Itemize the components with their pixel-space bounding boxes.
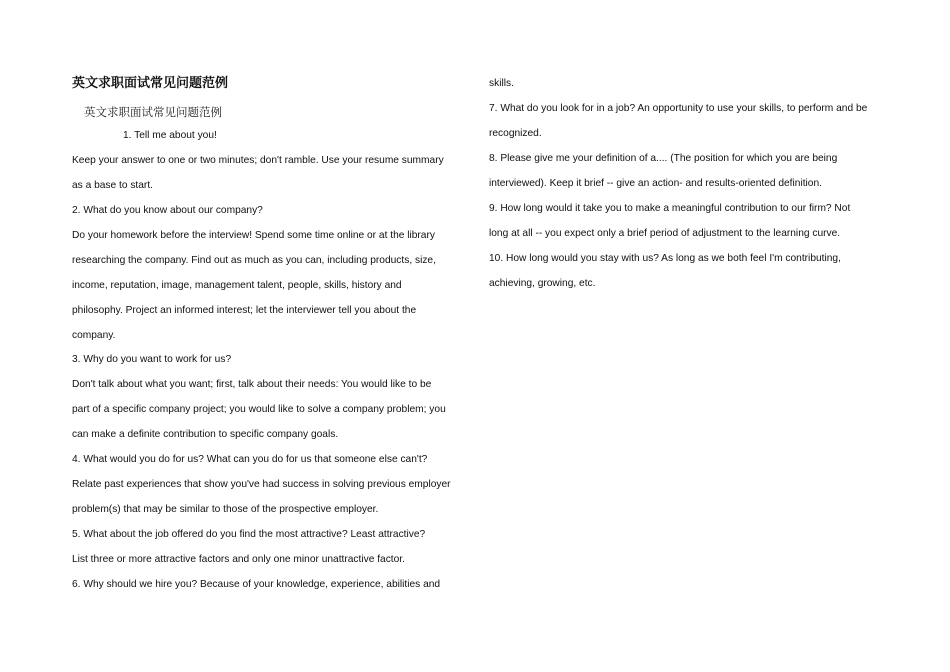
text-line: List three or more attractive factors and only one minor unattractive factor.: [72, 554, 405, 565]
text-line: researching the company. Find out as much as you can, including products, size,: [72, 255, 436, 266]
text-line: philosophy. Project an informed interest; let the interviewer tell you about the: [72, 305, 417, 316]
text-line: Keep your answer to one or two minutes; don't ramble. Use your resume summary: [72, 155, 444, 166]
text-line: 4. What would you do for us? What can you do for us that someone else can't?: [72, 454, 428, 465]
text-line: part of a specific company project; you would like to solve a company problem; you: [72, 404, 446, 415]
text-line: 10. How long would you stay with us? As long as we both feel I'm contributing,: [489, 253, 841, 264]
text-line: 8. Please give me your definition of a.... (The position for which you are being: [489, 153, 838, 164]
text-line: 6. Why should we hire you? Because of your knowledge, experience, abilities and: [72, 579, 441, 590]
text-line: Relate past experiences that show you've had success in solving previous employer: [72, 479, 451, 490]
text-line: Do your homework before the interview! Spend some time online or at the library: [72, 230, 435, 241]
text-line: company.: [72, 330, 116, 341]
text-line: problem(s) that may be similar to those of the prospective employer.: [72, 504, 379, 515]
text-line: 7. What do you look for in a job? An opportunity to use your skills, to perform and be: [489, 103, 868, 114]
document-title: 英文求职面试常见问题范例: [72, 76, 229, 91]
text-line: Don't talk about what you want; first, talk about their needs: You would like to be: [72, 379, 432, 390]
text-line: 2. What do you know about our company?: [72, 205, 263, 216]
text-line: recognized.: [489, 128, 542, 139]
text-line: 9. How long would it take you to make a meaningful contribution to our firm? Not: [489, 203, 851, 214]
text-line: interviewed). Keep it brief -- give an action- and results-oriented definition.: [489, 178, 822, 189]
text-line: skills.: [489, 78, 514, 89]
text-line: 5. What about the job offered do you find the most attractive? Least attractive?: [72, 529, 426, 540]
text-line: 3. Why do you want to work for us?: [72, 354, 232, 365]
text-line: 1. Tell me about you!: [123, 130, 217, 141]
text-line: can make a definite contribution to specific company goals.: [72, 429, 339, 440]
document-subtitle: 英文求职面试常见问题范例: [84, 105, 222, 119]
text-line: long at all -- you expect only a brief period of adjustment to the learning curve.: [489, 228, 841, 239]
text-line: as a base to start.: [72, 180, 153, 191]
text-line: income, reputation, image, management talent, people, skills, history and: [72, 280, 402, 291]
text-line: achieving, growing, etc.: [489, 278, 596, 289]
